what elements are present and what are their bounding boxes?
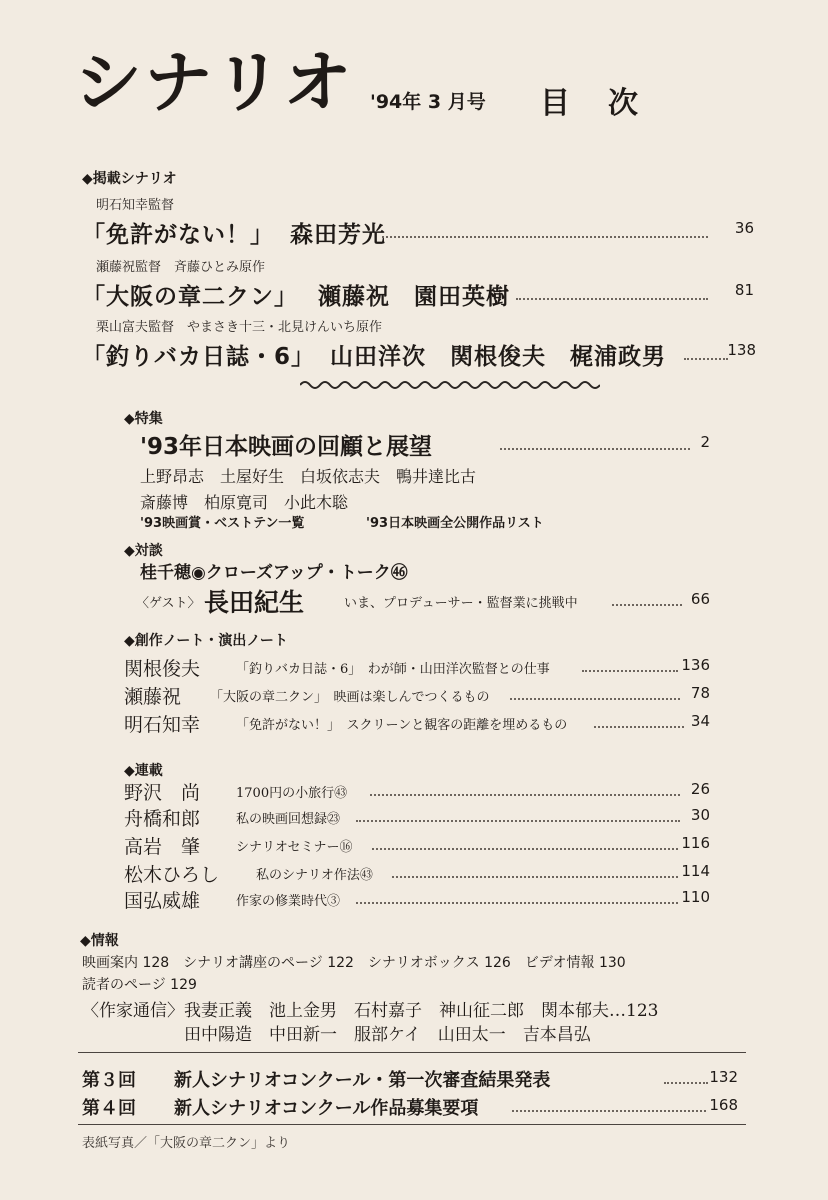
leader-dots <box>516 298 708 300</box>
divider-line <box>78 1124 746 1125</box>
feature-subtitle: '93映画賞・ベストテン一覧 <box>140 516 305 531</box>
feature-subtitle: '93日本映画全公開作品リスト <box>366 516 544 531</box>
contest-title: 新人シナリオコンクール・第一次審査結果発表 <box>174 1070 551 1091</box>
talk-title: 桂千穂◉クローズアップ・トーク㊻ <box>140 563 408 583</box>
page-number: 30 <box>690 806 710 824</box>
serial-title: 私の映画回想録㉓ <box>236 812 341 827</box>
script-authors: 瀬藤祝 園田英樹 <box>318 283 510 310</box>
page-number: 2 <box>700 433 710 451</box>
tsushin-label: 〈作家通信〉 <box>82 1001 184 1021</box>
serial-author: 野沢 尚 <box>124 782 201 804</box>
serial-author: 高岩 肇 <box>124 836 201 858</box>
leader-dots <box>594 726 684 728</box>
magazine-logo: シナリオ <box>74 44 354 123</box>
feature-title: '93年日本映画の回顧と展望 <box>140 434 433 460</box>
section-header-info: ◆情報 <box>80 933 119 949</box>
toc-heading: 目 次 <box>540 86 642 121</box>
serial-title: 1700円の小旅行㊸ <box>236 786 348 801</box>
info-line: 読者のページ 129 <box>82 977 197 993</box>
section-header-scripts: ◆掲載シナリオ <box>82 171 177 187</box>
script-credit: 栗山富夫監督 やまさき十三・北見けんいち原作 <box>96 320 383 335</box>
script-title: 「大阪の章二クン」 <box>82 284 298 310</box>
serial-title: シナリオセミナー⑯ <box>236 840 353 855</box>
page-number: 34 <box>690 712 710 730</box>
cover-credit: 表紙写真／「大阪の章二クン」より <box>82 1136 291 1151</box>
leader-dots <box>382 236 708 238</box>
note-description: 「大阪の章二クン」 映画は楽しんでつくるもの <box>210 690 490 705</box>
leader-dots <box>356 902 678 904</box>
script-title: 「免許がない！」 <box>82 222 274 248</box>
page-number: 78 <box>690 684 710 702</box>
page-number: 132 <box>709 1068 738 1086</box>
leader-dots <box>582 670 678 672</box>
page-number: 114 <box>681 862 710 880</box>
leader-dots <box>664 1082 708 1084</box>
leader-dots <box>372 848 678 850</box>
contest-title: 新人シナリオコンクール作品募集要項 <box>174 1098 479 1119</box>
page-number: 81 <box>734 281 754 299</box>
serial-title: 私のシナリオ作法㊸ <box>256 868 373 883</box>
leader-dots <box>510 698 680 700</box>
info-line: 映画案内 128 シナリオ講座のページ 122 シナリオボックス 126 ビデオ情報 130 <box>82 955 626 971</box>
leader-dots <box>500 448 690 450</box>
script-authors: 山田洋次 関根俊夫 梶浦政男 <box>330 343 666 370</box>
divider-line <box>78 1052 746 1053</box>
page-number: 138 <box>727 341 756 359</box>
page-number: 26 <box>690 780 710 798</box>
guest-label: 〈ゲスト〉 <box>136 596 201 611</box>
page-number: 110 <box>681 888 710 906</box>
script-credit: 明石知幸監督 <box>96 198 175 213</box>
leader-dots <box>370 794 680 796</box>
serial-author: 松木ひろし <box>124 864 220 886</box>
page-number: 66 <box>690 590 710 608</box>
page-number: 136 <box>681 656 710 674</box>
tsushin-authors: 田中陽造 中田新一 服部ケイ 山田太一 吉本昌弘 <box>184 1025 591 1045</box>
page-number: 168 <box>709 1096 738 1114</box>
page-number: 116 <box>681 834 710 852</box>
serial-title: 作家の修業時代③ <box>236 894 341 909</box>
leader-dots <box>356 820 680 822</box>
contest-round: 第４回 <box>82 1098 136 1119</box>
leader-dots <box>392 876 678 878</box>
issue-label: '94年 3 月号 <box>370 91 486 113</box>
note-author: 関根俊夫 <box>124 658 201 680</box>
section-header-talk: ◆対談 <box>124 543 163 559</box>
serial-author: 国弘威雄 <box>124 890 201 912</box>
feature-writers: 上野昂志 土屋好生 白坂依志夫 鴨井達比古 <box>140 467 477 486</box>
guest-name: 長田紀生 <box>204 588 305 617</box>
script-title: 「釣りバカ日誌・6」 <box>82 344 316 370</box>
contest-round: 第３回 <box>82 1070 136 1091</box>
leader-dots <box>512 1110 706 1112</box>
section-header-notes: ◆創作ノート・演出ノート <box>124 633 288 649</box>
serial-author: 舟橋和郎 <box>124 808 201 830</box>
page-number: 36 <box>734 219 754 237</box>
script-credit: 瀬藤祝監督 斉藤ひとみ原作 <box>96 260 266 275</box>
note-description: 「釣りバカ日誌・6」 わが師・山田洋次監督との仕事 <box>236 662 550 677</box>
talk-description: いま、プロデューサー・監督業に挑戦中 <box>344 596 578 611</box>
tsushin-authors: 我妻正義 池上金男 石村嘉子 神山征二郎 関本郁夫…123 <box>184 1001 659 1021</box>
leader-dots <box>612 604 682 606</box>
note-author: 瀬藤祝 <box>124 686 182 708</box>
feature-writers: 斎藤博 柏原寛司 小此木聡 <box>140 493 349 512</box>
note-author: 明石知幸 <box>124 714 201 736</box>
section-header-serials: ◆連載 <box>124 763 163 779</box>
section-header-feature: ◆特集 <box>124 411 163 427</box>
script-authors: 森田芳光 <box>290 221 386 248</box>
wavy-divider <box>300 378 600 392</box>
note-description: 「免許がない！」 スクリーンと観客の距離を埋めるもの <box>236 718 568 733</box>
